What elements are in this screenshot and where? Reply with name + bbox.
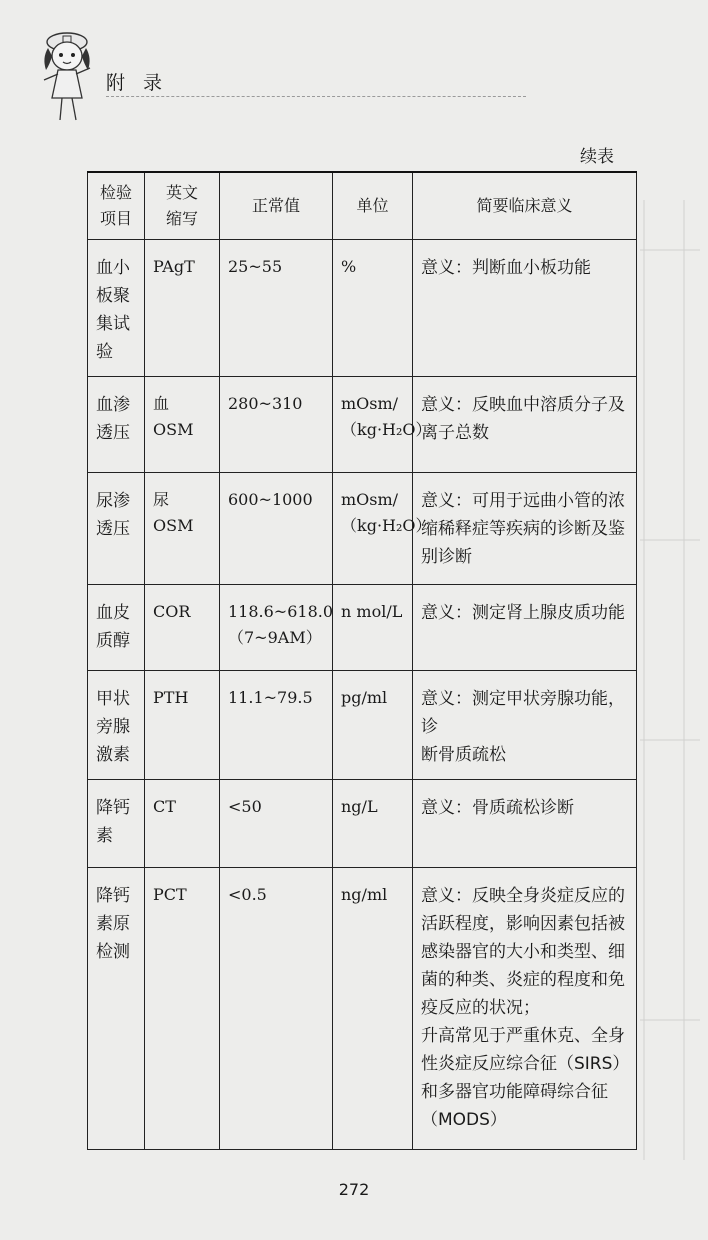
table-row — [88, 377, 637, 473]
cell-unit: ng/L — [333, 780, 413, 868]
cell-abbr: PAgT — [145, 240, 220, 377]
cell-unit: pg/ml — [333, 671, 413, 780]
cell-abbr: COR — [145, 585, 220, 671]
lab-test-table — [87, 171, 637, 1150]
cell-normal: 11.1~79.5 — [220, 671, 333, 780]
cell-abbr: 尿 OSM — [145, 473, 220, 585]
cell-meaning: 意义：判断血小板功能 — [413, 240, 637, 377]
table-row — [88, 240, 637, 377]
column-header-meaning: 简要临床意义 — [413, 172, 637, 240]
cell-unit: mOsm/ （kg·H₂O） — [333, 377, 413, 473]
table-header-row — [88, 172, 637, 240]
cell-normal: 280~310 — [220, 377, 333, 473]
cell-abbr: CT — [145, 780, 220, 868]
table-row — [88, 585, 637, 671]
cell-normal: <50 — [220, 780, 333, 868]
bleed-through-shadow — [640, 180, 700, 1180]
page-header — [20, 28, 680, 128]
cell-unit: mOsm/ （kg·H₂O） — [333, 473, 413, 585]
cell-abbr: 血 OSM — [145, 377, 220, 473]
table-row — [88, 473, 637, 585]
continued-label: 续表 — [580, 147, 614, 167]
cell-normal: 118.6~618.0 （7~9AM） — [220, 585, 333, 671]
cell-unit: % — [333, 240, 413, 377]
cell-meaning: 意义：骨质疏松诊断 — [413, 780, 637, 868]
cell-normal: 25~55 — [220, 240, 333, 377]
cell-abbr: PCT — [145, 868, 220, 1150]
column-header-unit: 单位 — [333, 172, 413, 240]
column-header-abbr: 英文 缩写 — [145, 172, 220, 240]
table-row — [88, 671, 637, 780]
cell-unit: ng/ml — [333, 868, 413, 1150]
cell-item: 尿渗 透压 — [88, 473, 145, 585]
column-header-item: 检验 项目 — [88, 172, 145, 240]
header-title: 附 录 — [106, 72, 169, 94]
cell-item: 降钙 素原 检测 — [88, 868, 145, 1150]
cell-meaning: 意义：测定肾上腺皮质功能 — [413, 585, 637, 671]
header-divider — [106, 96, 526, 97]
cell-meaning: 意义：可用于远曲小管的浓 缩稀释症等疾病的诊断及鉴 别诊断 — [413, 473, 637, 585]
table-row — [88, 780, 637, 868]
page-number: 272 — [338, 1180, 370, 1199]
cell-item: 血小 板聚 集试 验 — [88, 240, 145, 377]
nurse-mascot-icon — [32, 28, 102, 124]
cell-meaning: 意义：反映血中溶质分子及 离子总数 — [413, 377, 637, 473]
cell-item: 血渗 透压 — [88, 377, 145, 473]
cell-item: 降钙 素 — [88, 780, 145, 868]
cell-abbr: PTH — [145, 671, 220, 780]
table-row — [88, 868, 637, 1150]
cell-unit: n mol/L — [333, 585, 413, 671]
cell-meaning: 意义：反映全身炎症反应的 活跃程度，影响因素包括被 感染器官的大小和类型、细 菌的种类、炎症的程度和免 疫反应的状况； 升高常见于严重休克、全身 性炎症反应综合征（SIRS） 和多器官功能障碍综合征 （MODS） — [413, 868, 637, 1150]
cell-item: 血皮 质醇 — [88, 585, 145, 671]
cell-item: 甲状 旁腺 激素 — [88, 671, 145, 780]
cell-normal: 600~1000 — [220, 473, 333, 585]
column-header-normal: 正常值 — [220, 172, 333, 240]
cell-normal: <0.5 — [220, 868, 333, 1150]
cell-meaning: 意义：测定甲状旁腺功能，诊 断骨质疏松 — [413, 671, 637, 780]
